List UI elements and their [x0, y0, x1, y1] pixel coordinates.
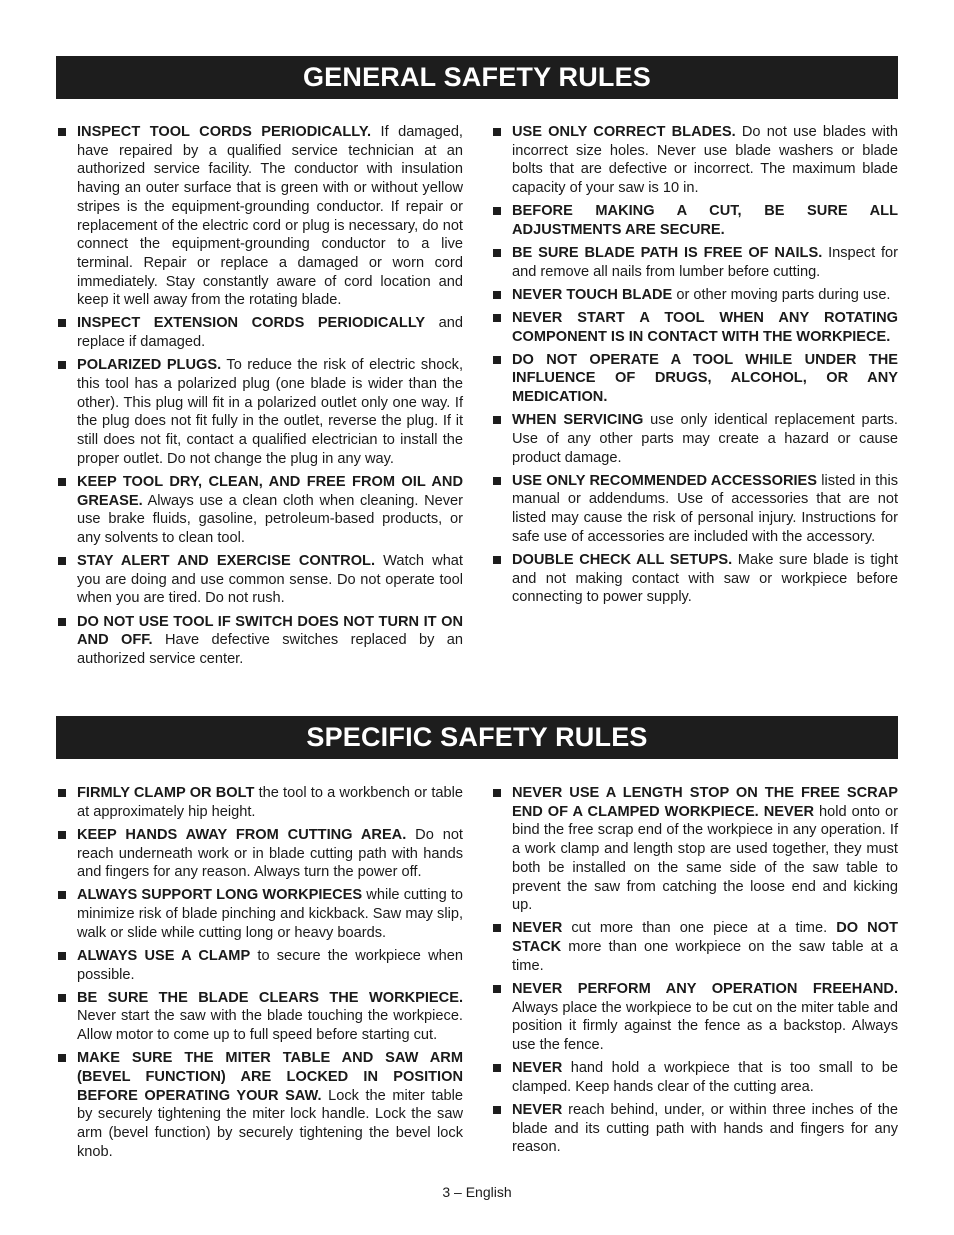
rule-heading: BE SURE BLADE PATH IS FREE OF NAILS.	[512, 245, 823, 261]
rule-item	[491, 980, 898, 1055]
rule-heading: USE ONLY CORRECT BLADES.	[512, 124, 736, 140]
rule-text: cut more than one piece at a time.	[562, 920, 837, 937]
rule-heading: FIRMLY CLAMP OR BOLT	[77, 785, 255, 801]
rule-text: Always use a clean cloth when cleaning. Never use brake fluids, gasoline, petroleum-based products, or any solvents to clean tool.	[77, 492, 463, 546]
rule-item	[491, 286, 898, 305]
rule-text: If damaged, have repaired by a qualified service technician at an authorized service facility. The conductor with insulation having an outer surface that is green with or without yellow stripes is the equipment-grounding conductor. If repair or replacement of the electric cord or plug is necessary, do not connect the equipment-grounding conductor to a live terminal. Repair or replace a damaged or worn cord immediately. Stay constantly aware of cord location and keep it well away from the rotating blade.	[77, 124, 463, 309]
rule-heading: DOUBLE CHECK ALL SETUPS.	[512, 551, 733, 568]
rule-heading: NEVER	[512, 920, 563, 937]
rule-item	[491, 309, 898, 346]
rule-item	[491, 919, 898, 975]
rule-heading: NEVER TOUCH BLADE	[512, 286, 673, 303]
rule-item	[56, 886, 463, 942]
rule-heading: USE ONLY RECOMMENDED ACCESSORIES	[512, 472, 818, 489]
page-footer: 3 – English	[442, 1184, 512, 1200]
rule-text: To reduce the risk of electric shock, this tool has a polarized plug (one blade is wider than the other). This plug will fit in a polarized outlet only one way. If the plug does not fit fully in the outlet, reverse the plug. If it still does not fit, contact a qualified electrician to install the proper outlet. Do not change the plug in any way.	[77, 357, 463, 467]
rule-item	[56, 826, 463, 882]
rule-item	[56, 989, 463, 1045]
rule-text: hold onto or bind the free scrap end of the workpiece in any operation. If a work clamp and length stop are used together, they must both be installed on the same side of the saw table to prevent the saw from catching the loose end and kicking up.	[512, 803, 898, 914]
rule-item	[491, 123, 898, 198]
rule-item	[491, 551, 898, 607]
rule-text: Lock the miter table by securely tightening the miter lock handle. Lock the saw arm (bevel function) by securely tightening the bevel lock knob.	[77, 1087, 463, 1160]
rule-heading: BE SURE THE BLADE CLEARS THE WORKPIECE.	[77, 989, 463, 1006]
rule-text: Have defective switches replaced by an authorized service center.	[77, 632, 463, 667]
rule-text: while cutting to minimize risk of blade pinching and kickback. Saw may slip, walk or slide while cutting long or heavy boards.	[77, 887, 464, 941]
rule-heading: NEVER START A TOOL WHEN ANY ROTATING COMPONENT IS IN CONTACT WITH THE WORKPIECE.	[512, 309, 898, 345]
rule-heading: DO NOT OPERATE A TOOL WHILE UNDER THE INFLUENCE OF DRUGS, ALCOHOL, OR ANY MEDICATION.	[512, 351, 898, 406]
rule-item	[56, 613, 463, 669]
rule-text: listed in this manual or addendums. Use of accessories that are not listed may cause the risk of personal injury. Instructions for safe use of accessories are included with the accessory.	[512, 472, 898, 545]
rule-heading: INSPECT EXTENSION CORDS PERIODICALLY	[77, 315, 426, 332]
rule-item	[491, 784, 898, 915]
rule-item	[56, 314, 463, 351]
rule-heading: NEVER	[512, 1060, 563, 1077]
rule-heading: NEVER PERFORM ANY OPERATION FREEHAND.	[512, 980, 898, 997]
rule-item	[56, 123, 463, 310]
rule-text: Never start the saw with the blade touching the workpiece. Allow motor to come up to full speed before starting cut.	[77, 1008, 463, 1043]
rule-heading: MAKE SURE THE MITER TABLE AND SAW ARM (BEVEL FUNCTION) ARE LOCKED IN POSITION BEFORE OPERATING YOUR SAW.	[77, 1050, 463, 1104]
rule-item	[491, 351, 898, 407]
rule-text: the tool to a workbench or table at approximately hip height.	[77, 785, 463, 820]
specific-rules-right-column	[491, 784, 898, 1161]
rule-text: more than one workpiece on the saw table at a time.	[512, 939, 898, 974]
rule-item	[491, 244, 898, 281]
rule-text: to secure the workpiece when possible.	[77, 947, 463, 983]
rule-item	[56, 1049, 463, 1161]
rule-text: Always place the workpiece to be cut on the miter table and position it firmly against the fence as a backstop. Always use the fence.	[512, 999, 898, 1053]
rule-heading: INSPECT TOOL CORDS PERIODICALLY.	[77, 124, 372, 140]
rule-text: or other moving parts during use.	[672, 286, 891, 303]
rule-text: use only identical replacement parts. Use of any other parts may create a hazard or cause product damage.	[512, 412, 898, 466]
rule-text: hand hold a workpiece that is too small to be clamped. Keep hands clear of the cutting area.	[512, 1060, 898, 1095]
rule-text: Inspect for and remove all nails from lumber before cutting.	[512, 245, 898, 280]
rule-heading: NEVER	[512, 1101, 563, 1118]
rule-heading: KEEP HANDS AWAY FROM CUTTING AREA.	[77, 826, 407, 843]
general-rules-left-column	[56, 123, 463, 673]
rule-text: reach behind, under, or within three inches of the blade and its cutting path with hands and fingers for any reason.	[512, 1101, 898, 1156]
rule-heading: STAY ALERT AND EXERCISE CONTROL.	[77, 553, 376, 570]
specific-safety-rules-heading: SPECIFIC SAFETY RULES	[56, 716, 898, 759]
general-safety-rules-heading: GENERAL SAFETY RULES	[56, 56, 898, 99]
rule-item	[491, 202, 898, 239]
rule-text: Make sure blade is tight and not making contact with saw or workpiece before connecting to power supply.	[512, 551, 898, 606]
rule-text: Do not reach underneath work or in blade cutting path with hands and fingers for any reason. Always turn the power off.	[77, 826, 463, 881]
rule-heading: ALWAYS USE A CLAMP	[77, 947, 251, 964]
rule-item	[491, 472, 898, 547]
rule-heading: DO NOT USE TOOL IF SWITCH DOES NOT TURN IT ON AND OFF.	[77, 613, 463, 649]
rule-heading: WHEN SERVICING	[512, 412, 644, 429]
rule-heading: DO NOT STACK	[512, 920, 898, 956]
rule-item	[56, 356, 463, 468]
rule-heading: KEEP TOOL DRY, CLEAN, AND FREE FROM OIL AND GREASE.	[77, 473, 463, 509]
rule-item	[56, 552, 463, 608]
rule-item	[491, 1059, 898, 1096]
rule-heading: NEVER USE A LENGTH STOP ON THE FREE SCRAP END OF A CLAMPED WORKPIECE. NEVER	[512, 785, 898, 820]
rule-item	[56, 473, 463, 548]
general-rules-right-column	[491, 123, 898, 611]
rule-heading: ALWAYS SUPPORT LONG WORKPIECES	[77, 887, 363, 904]
rule-text: and replace if damaged.	[77, 315, 464, 351]
rule-heading: BEFORE MAKING A CUT, BE SURE ALL ADJUSTMENTS ARE SECURE.	[512, 203, 898, 238]
rule-text: Watch what you are doing and use common sense. Do not operate tool when you are tired. Do not rush.	[77, 553, 463, 607]
rule-item	[56, 947, 463, 984]
rule-text: Do not use blades with incorrect size holes. Never use blade washers or blade bolts that are defective or incorrect. The maximum blade capacity of your saw is 10 in.	[512, 124, 898, 197]
rule-item	[491, 1101, 898, 1157]
rule-heading: POLARIZED PLUGS.	[77, 357, 222, 374]
specific-rules-left-column	[56, 784, 463, 1166]
rule-item	[56, 784, 463, 821]
rule-item	[491, 411, 898, 467]
